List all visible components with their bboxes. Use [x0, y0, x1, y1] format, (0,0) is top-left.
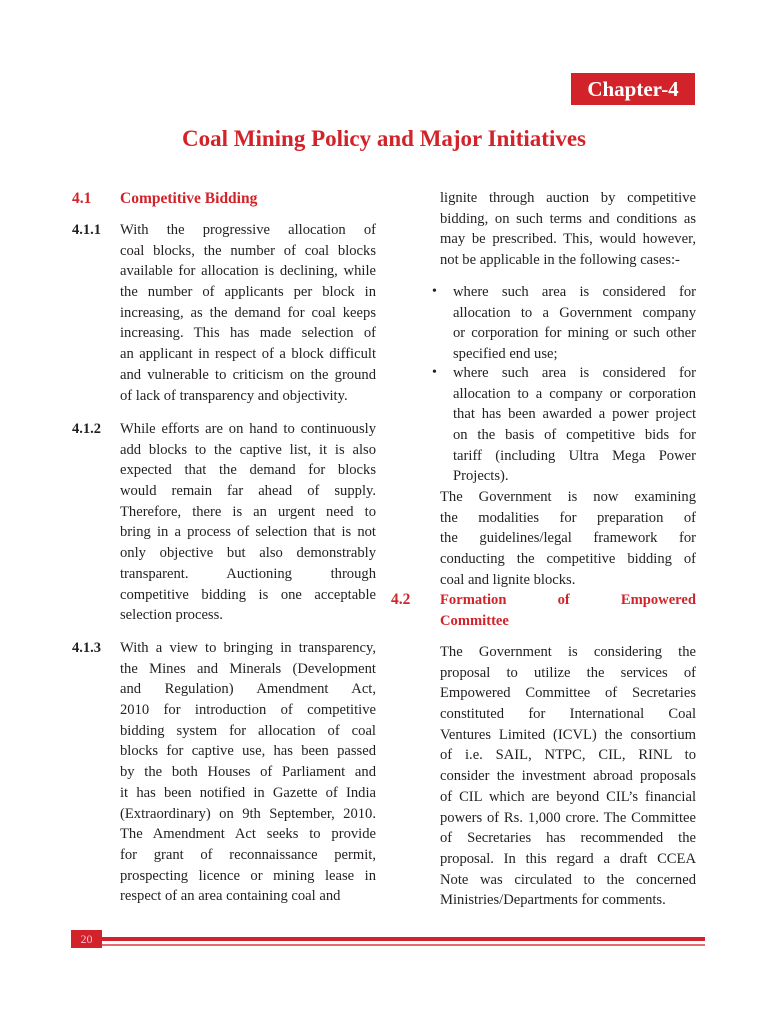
text-line: lignite through auction by competitive	[440, 190, 696, 206]
text-line: Formation of Empowered	[440, 592, 696, 608]
text-line: competitive bidding is one acceptable	[120, 586, 376, 603]
text-line: add blocks to the captive list, it is also	[120, 441, 376, 458]
text-line: of CIL which are beyond CIL’s financial	[440, 788, 696, 805]
text-line: The Government is now examining	[440, 489, 696, 505]
paragraph-4-1-2	[120, 419, 376, 626]
text-line: selection process.	[120, 607, 223, 624]
text-line: by the both Houses of Parliament and	[120, 764, 376, 781]
text-line: of Secretaries has recommended the	[440, 830, 696, 847]
text-line: The Government is considering the	[440, 644, 696, 660]
text-line: that has been awarded a power project	[453, 406, 696, 423]
text-line: for grant of reconnaissance permit,	[120, 846, 376, 863]
page-number: 20	[71, 930, 102, 948]
text-line: 2010 for introduction of competitive	[120, 702, 376, 719]
text-line: proposal. In this regard a draft CCEA	[440, 850, 696, 867]
text-line: of lack of transparency and objectivity.	[120, 387, 348, 404]
text-line: Ventures Limited (ICVL) the consortium	[440, 726, 696, 743]
text-line: available for allocation is declining, while	[120, 263, 376, 280]
text-line: With the progressive allocation of	[120, 222, 376, 238]
para-number: 4.1.2	[72, 421, 101, 437]
text-line: proposal to utilize the services of	[440, 664, 696, 681]
text-line: Therefore, there is an urgent need to	[120, 503, 376, 520]
bullet-item	[453, 282, 696, 365]
text-line: or corporation for mining or such other	[453, 325, 696, 342]
text-line: prospecting licence or mining lease in	[120, 867, 376, 884]
text-line: Committee	[440, 612, 509, 629]
text-line: allocation to a company or corporation	[453, 385, 696, 402]
text-line: respect of an area containing coal and	[120, 888, 341, 905]
chapter-label: Chapter-4	[571, 73, 695, 105]
text-line: the Mines and Minerals (Development	[120, 660, 376, 677]
section-number: 4.2	[391, 591, 411, 608]
text-line: only objective but also demonstrably	[120, 545, 376, 562]
text-line: where such area is considered for	[453, 284, 696, 300]
text-line: With a view to bringing in transparency,	[120, 640, 376, 656]
text-line: powers of Rs. 1,000 crore. The Committee	[440, 809, 696, 826]
footer-rule-thin	[102, 944, 705, 946]
text-line: an applicant in respect of a block difficult	[120, 346, 376, 363]
text-line: blocks for captive use, has been passed	[120, 743, 376, 760]
text-line: on the basis of competitive bids for	[453, 427, 696, 444]
paragraph-examining	[440, 487, 696, 590]
text-line: coal and lignite blocks.	[440, 571, 576, 588]
text-line: consider the investment abroad proposals	[440, 768, 696, 785]
text-line: While efforts are on hand to continuously	[120, 421, 376, 437]
section-number: 4.1	[72, 190, 92, 207]
text-line: bring in a process of selection that is not	[120, 524, 376, 541]
paragraph-4-1-3	[120, 638, 376, 907]
text-line: the guidelines/legal framework for	[440, 530, 696, 547]
paragraph-4-2	[440, 642, 696, 911]
text-line: transparent. Auctioning through	[120, 565, 376, 582]
text-line: the modalities for preparation of	[440, 509, 696, 526]
para-number: 4.1.1	[72, 222, 101, 238]
bullet-item	[453, 363, 696, 487]
text-line: where such area is considered for	[453, 365, 696, 381]
text-line: (Extraordinary) on 9th September, 2010.	[120, 805, 376, 822]
text-line: it has been notified in Gazette of India	[120, 784, 376, 801]
text-line: bidding system for allocation of coal	[120, 722, 376, 739]
text-line: of i.e. SAIL, NTPC, CIL, RINL to	[440, 747, 696, 764]
paragraph-4-1-1	[120, 220, 376, 406]
text-line: constituted for International Coal	[440, 706, 696, 723]
section-heading: Competitive Bidding	[120, 190, 258, 207]
text-line: bidding, on such terms and conditions as	[440, 210, 696, 227]
text-line: increasing. This has made selection of	[120, 325, 376, 342]
text-line: specified end use;	[453, 346, 558, 363]
page-title: Coal Mining Policy and Major Initiatives	[182, 126, 586, 151]
text-line: the number of applicants per block in	[120, 284, 376, 301]
text-line: Empowered Committee of Secretaries	[440, 685, 696, 702]
text-line: allocation to a Government company	[453, 304, 696, 321]
text-line: increasing, as the demand for coal keeps	[120, 304, 376, 321]
text-line: and vulnerable to criticism on the ground	[120, 366, 376, 383]
text-line: not be applicable in the following cases:-	[440, 252, 680, 269]
footer-rule	[102, 937, 705, 941]
section-heading	[440, 590, 696, 631]
text-line: Projects).	[453, 468, 509, 485]
text-line: Note was circulated to the concerned	[440, 871, 696, 888]
text-line: tariff (including Ultra Mega Power	[453, 447, 696, 464]
text-line: may be prescribed. This, would however,	[440, 231, 696, 248]
paragraph-continued	[440, 188, 696, 271]
text-line: conducting the competitive bidding of	[440, 551, 696, 568]
text-line: expected that the demand for blocks	[120, 462, 376, 479]
para-number: 4.1.3	[72, 640, 101, 656]
text-line: The Amendment Act seeks to provide	[120, 826, 376, 843]
bullet-icon: •	[432, 284, 437, 299]
bullet-icon: •	[432, 365, 437, 380]
text-line: Ministries/Departments for comments.	[440, 892, 666, 909]
text-line: and Regulation) Amendment Act,	[120, 681, 376, 698]
text-line: would remain far ahead of supply.	[120, 483, 376, 500]
text-line: coal blocks, the number of coal blocks	[120, 242, 376, 259]
